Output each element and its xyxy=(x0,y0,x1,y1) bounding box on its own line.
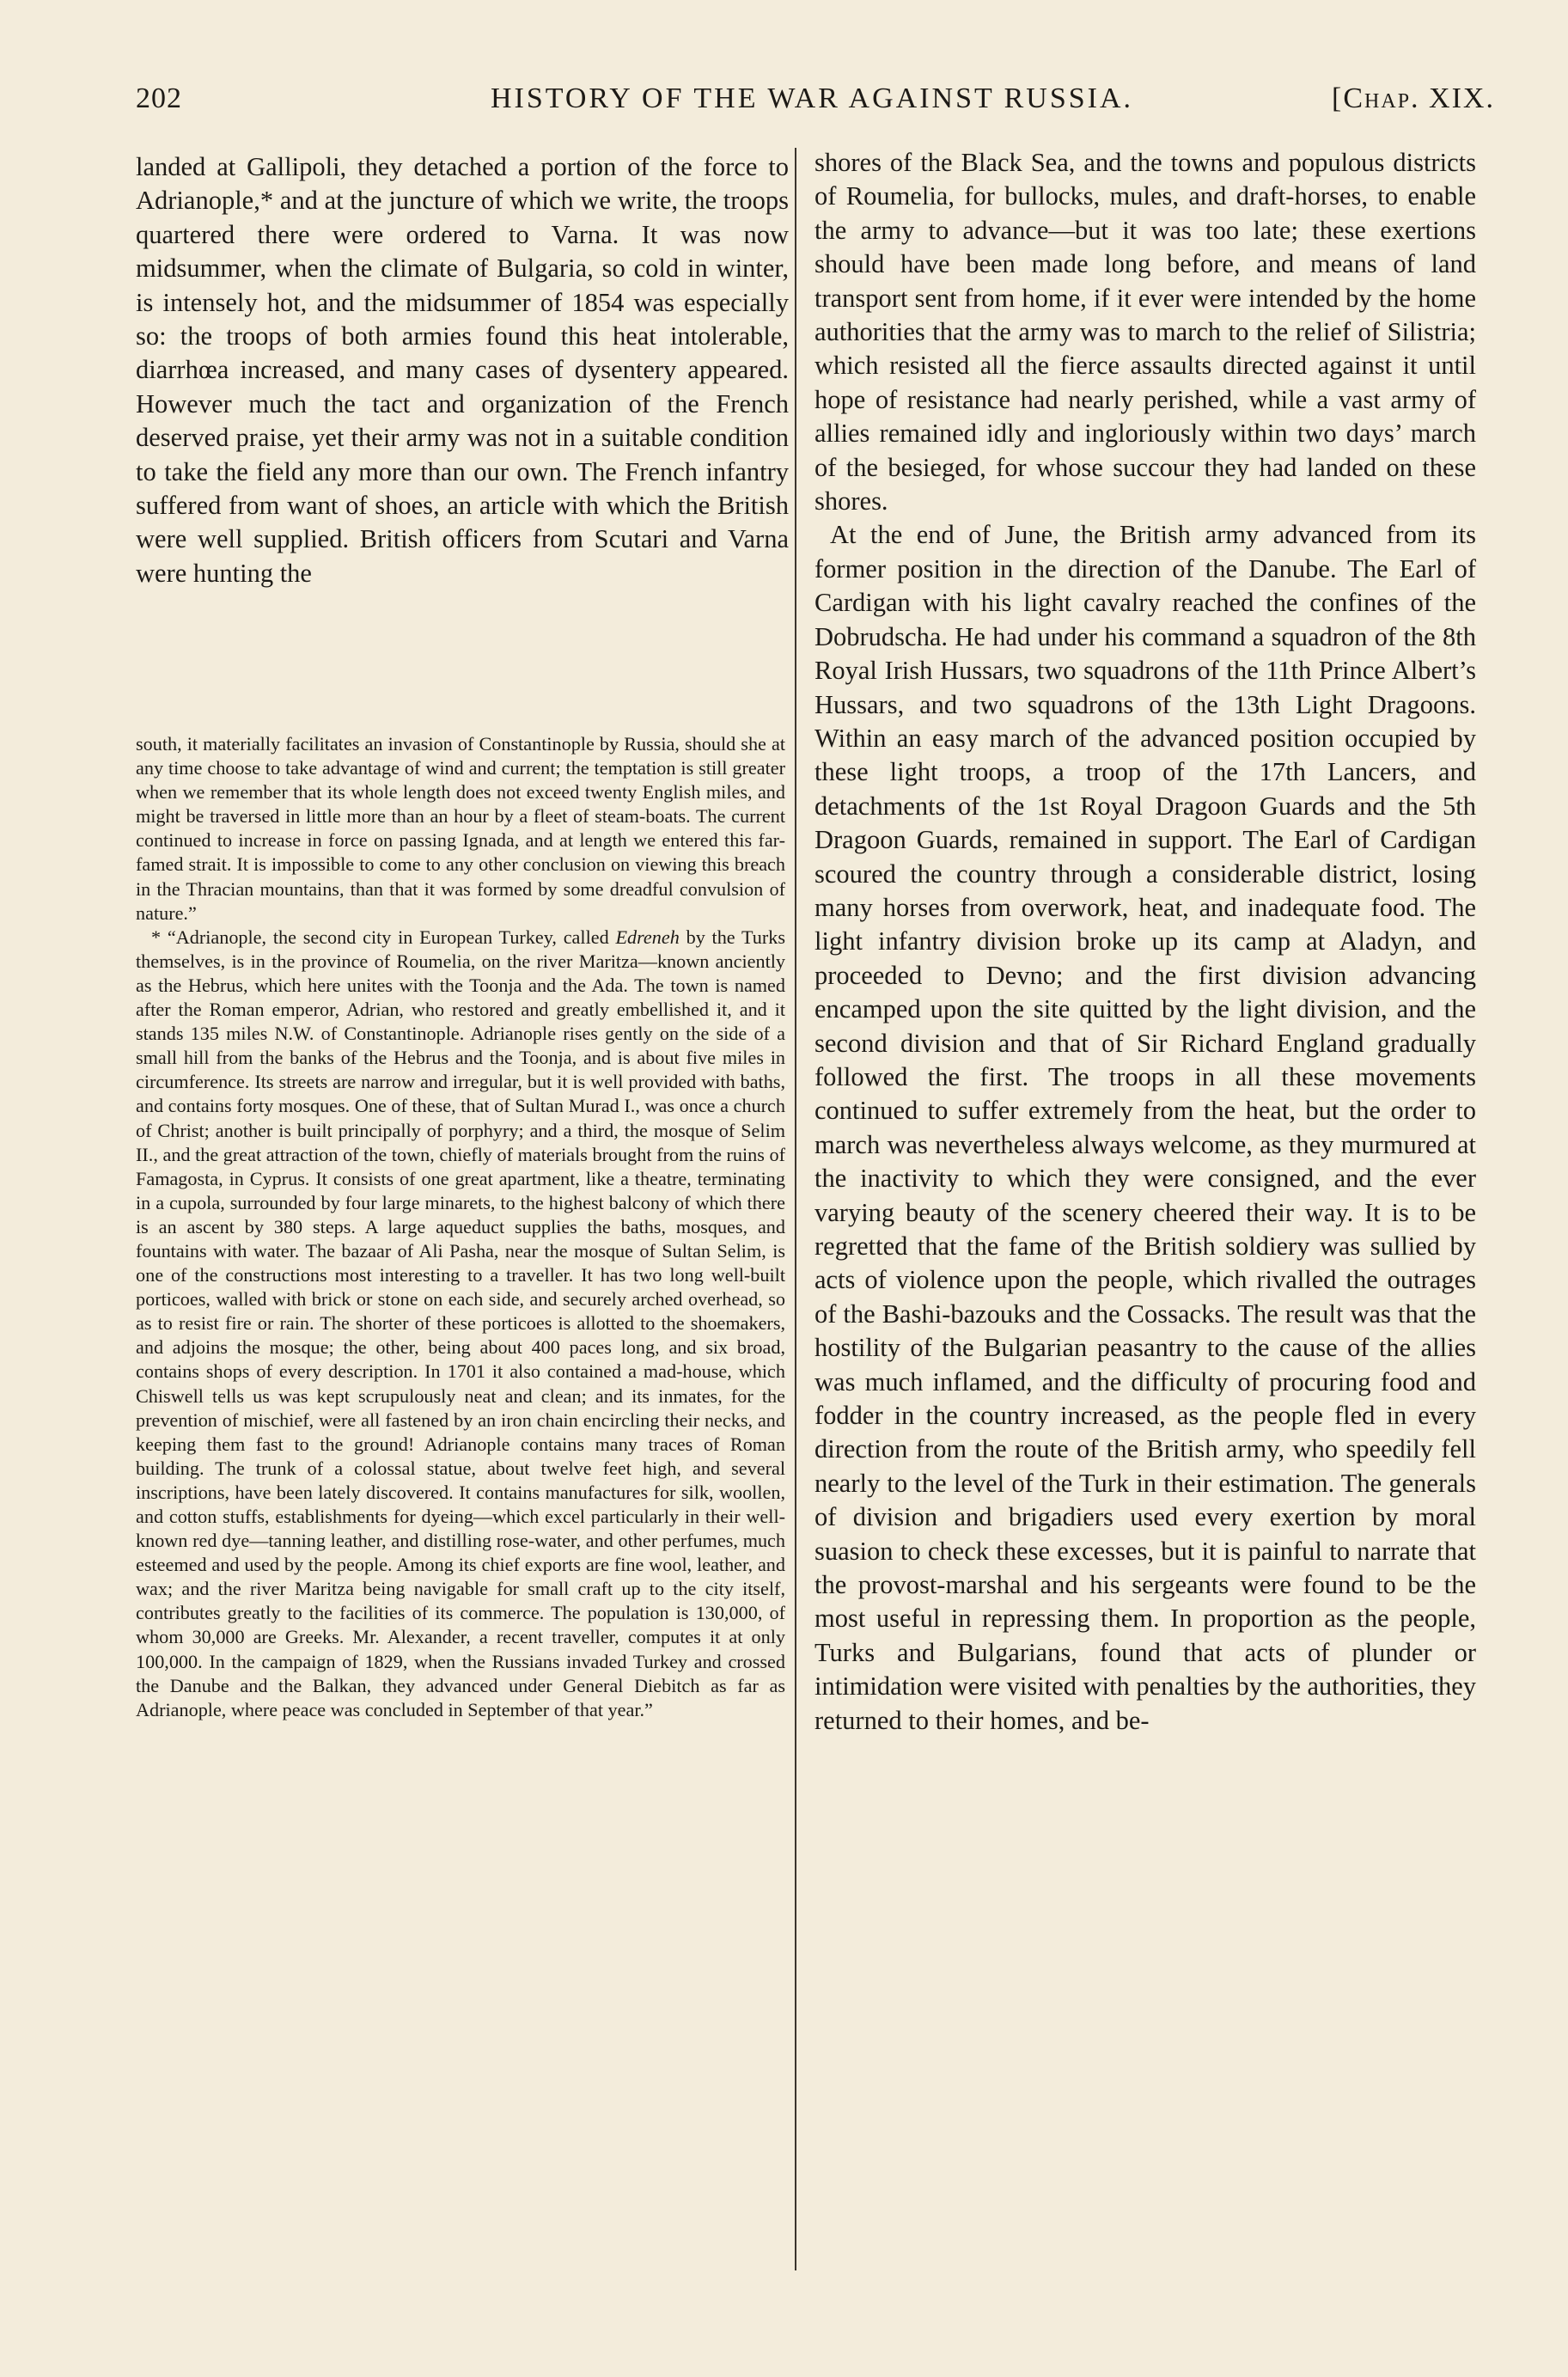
column-rule xyxy=(795,148,796,2270)
footnote-continued: south, it materially facilitates an invasion of Constantinople by Russia, should she at any time choose to take advantage of wind and current; the temptation is still greater when we remember that its whole length does not exceed twenty English miles, and might be traversed in little more than an hour by a fleet of steam-boats. The current continued to increase in force on passing Ignada, and at length we entered this far-famed strait. It is impossible to come to any other conclusion on viewing this breach in the Thracian mountains, than that it was formed by some dreadful convulsion of nature.” xyxy=(136,733,785,924)
chapter-label: [Chap. XIX. xyxy=(1332,82,1495,114)
left-column-body: landed at Gallipoli, they detached a portion of the force to Adrianople,* and at the juncture of which we write, the troops quartered there were ordered to Varna. It was now midsummer, when the climate of Bulgaria, so cold in winter, is intensely hot, and the midsummer of 1854 was especially so: the troops of both armies found this heat intolerable, diarrhœa increased, and many cases of dysentery appeared. However much the tact and organization of the French deserved praise, yet their army was not in a suitable condition to take the field any more than our own. The French infantry suffered from want of shoes, an article with which the British were well supplied. British officers from Scutari and Varna were hunting the xyxy=(136,152,789,588)
footnote-city-name: Edreneh xyxy=(615,926,680,948)
footnote-body: by the Turks themselves, is in the province of Roumelia, on the river Maritza—known anciently as the Hebrus, which here unites with the Toonja and the Ada. The town is named after the Roman emperor, Adrian, who restored and greatly embellished it, and it stands 135 miles N.W. of Constantinople. Adrianople rises gently on the side of a small hill from the banks of the Hebrus and the Toonja, and is about five miles in circumference. Its streets are narrow and irregular, but it is well provided with baths, and contains forty mosques. One of these, that of Sultan Murad I., was once a church of Christ; another is built principally of porphyry; and a third, the mosque of Selim II., and the great attraction of the town, chiefly of materials brought from the ruins of Famagosta, in Cyprus. It consists of one great apartment, like a theatre, terminating in a cupola, surrounded by four large minarets, to the highest balcony of which there is an ascent by 380 steps. A large aqueduct supplies the baths, mosques, and fountains with water. The bazaar of Ali Pasha, near the mosque of Sultan Selim, is one of the constructions most interesting to a traveller. It has two long well-built porticoes, walled with brick or stone on each side, and securely arched overhead, so as to resist fire or rain. The shorter of these porticoes is allotted to the shoemakers, and adjoins the mosque; the other, being about 400 paces long, and six broad, contains shops of every description. In 1701 it also contained a mad-house, which Chiswell tells us was kept scrupulously neat and clean; and its inmates, for the prevention of mischief, were all fastened by an iron chain encircling their necks, and keeping them fast to the ground! Adrianople contains many traces of Roman building. The trunk of a colossal statue, about twelve feet high, and several inscriptions, have been lately discovered. It contains manufactures for silk, woollen, and cotton stuffs, establishments for dyeing—which excel particularly in their well-known red dye—tanning leather, and distilling rose-water, and other perfumes, much esteemed and used by the people. Among its chief exports are fine wool, leather, and wax; and the river Maritza being navigable for small craft up to the city itself, contributes greatly to the facilities of its commerce. The population is 130,000, of whom 30,000 are Greeks. Mr. Alexander, a recent traveller, computes it at only 100,000. In the campaign of 1829, when the Russians invaded Turkey and crossed the Danube and the Balkan, they advanced under General Diebitch as far as Adrianople, where peace was concluded in September of that year.” xyxy=(136,926,786,1720)
page-header xyxy=(129,79,1495,131)
footnote-adrianople xyxy=(136,926,785,1722)
running-head: HISTORY OF THE WAR AGAINST RUSSIA. xyxy=(490,82,1134,114)
page-number: 202 xyxy=(136,82,182,114)
right-column xyxy=(815,146,1476,1738)
paragraph-1: shores of the Black Sea, and the towns and populous districts of Roumelia, for bullocks, mules, and draft-horses, to enable the army to advance—but it was too late; these exertions should have been made long before, and means of land transport sent from home, if it ever were intended by the home authorities that the army was to march to the relief of Silistria; which resisted all the fierce assaults directed against it until hope of resistance had nearly perished, while a vast army of allies remained idly and ingloriously within two days’ march of the besieged, for whose succour they had landed on these shores. xyxy=(815,148,1476,516)
footnote-lead: * “Adrianople, the second city in European Turkey, called xyxy=(151,926,609,948)
paragraph-2: At the end of June, the British army advanced from its former position in the direction of the Danube. The Earl of Cardigan with his light cavalry reached the confines of the Dobrudscha. He had under his command a squadron of the 8th Royal Irish Hussars, two squadrons of the 11th Prince Albert’s Hussars, and two squadrons of the 13th Light Dragoons. Within an easy march of the advanced position occupied by these light troops, a troop of the 17th Lancers, and detachments of the 1st Royal Dragoon Guards and the 5th Dragoon Guards, remained in support. The Earl of Cardigan scoured the country through a considerable district, losing many horses from overwork, heat, and inadequate food. The light infantry division broke up its camp at Aladyn, and proceeded to Devno; and the first division advancing encamped upon the site quitted by the light division, and the second division and that of Sir Richard England gradually followed the first. The troops in all these movements continued to suffer extremely from the heat, but the order to march was nevertheless always welcome, as they murmured at the inactivity to which they were consigned, and the ever varying beauty of the scenery cheered their way. It is to be regretted that the fame of the British soldiery was sullied by acts of violence upon the people, which rivalled the outrages of the Bashi-bazouks and the Cossacks. The result was that the hostility of the Bulgarian peasantry to the cause of the allies was much inflamed, and the difficulty of procuring food and fodder in the country increased, as the people fled in every direction from the route of the British army, who speedily fell nearly to the level of the Turk in their estimation. The generals of division and brigadiers used every exertion by moral suasion to check these excesses, but it is painful to narrate that the provost-marshal and his sergeants were found to be the most useful in repressing them. In proportion as the people, Turks and Bulgarians, found that acts of plunder or intimidation were visited with penalties by the authorities, they returned to their homes, and be- xyxy=(815,520,1476,1735)
footnotes xyxy=(136,732,785,1722)
